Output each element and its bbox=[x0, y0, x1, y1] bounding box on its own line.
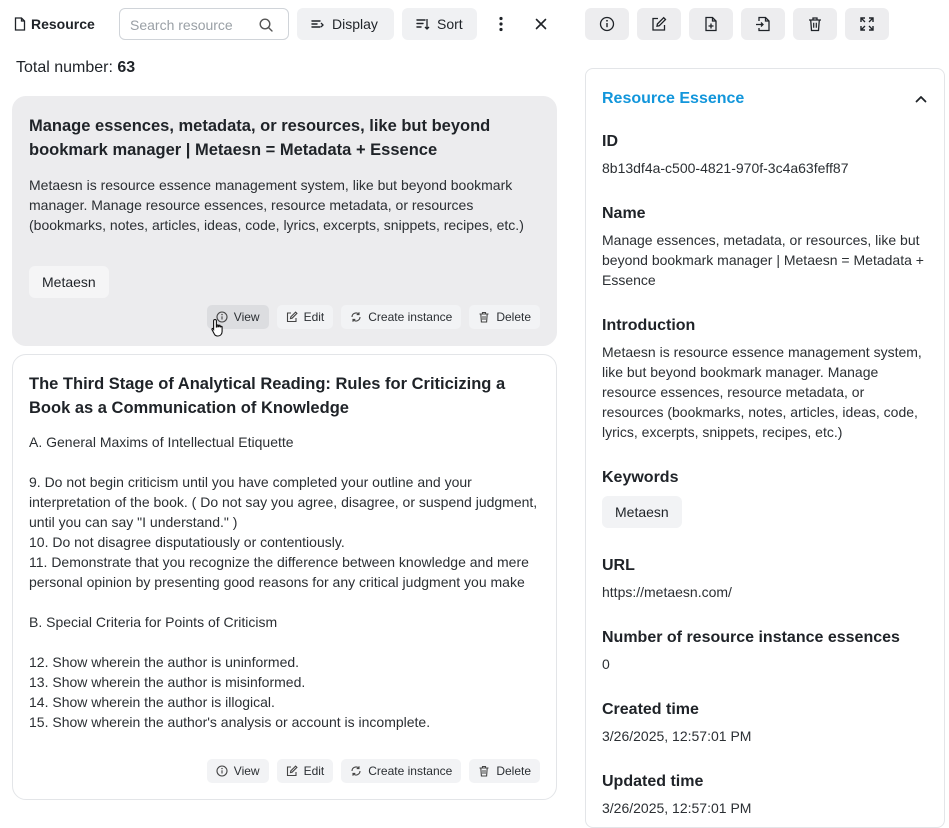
delete-resource-button[interactable] bbox=[793, 8, 837, 40]
chevron-up-icon[interactable] bbox=[914, 92, 928, 106]
file-add-icon bbox=[703, 16, 719, 32]
sort-button[interactable] bbox=[402, 8, 477, 40]
search-box[interactable] bbox=[119, 8, 289, 40]
edit-icon bbox=[651, 16, 667, 32]
field-instance-count bbox=[602, 628, 928, 674]
field-label: Keywords bbox=[602, 469, 679, 486]
refresh-icon bbox=[350, 765, 362, 777]
info-icon bbox=[599, 16, 615, 32]
url-link[interactable]: https://metaesn.com/ bbox=[602, 584, 732, 600]
file-import-icon bbox=[755, 16, 771, 32]
field-value: Manage essences, metadata, or resources, like but beyond bookmark manager | Metaesn = Metadata + Essence bbox=[602, 232, 924, 288]
field-value: 3/26/2025, 12:57:01 PM bbox=[602, 728, 752, 744]
close-button[interactable] bbox=[525, 8, 557, 40]
field-label: URL bbox=[602, 557, 635, 574]
create-instance-label: Create instance bbox=[368, 310, 453, 324]
file-icon bbox=[14, 17, 26, 31]
search-input[interactable] bbox=[130, 15, 255, 35]
sort-icon bbox=[416, 17, 430, 31]
refresh-icon bbox=[350, 311, 362, 323]
field-introduction bbox=[602, 316, 928, 442]
field-label: Number of resource instance essences bbox=[602, 629, 900, 646]
field-id bbox=[602, 132, 928, 178]
delete-label: Delete bbox=[496, 310, 531, 324]
add-file-button[interactable] bbox=[689, 8, 733, 40]
field-label: Created time bbox=[602, 701, 699, 718]
field-label: Name bbox=[602, 205, 646, 222]
edit-resource-button[interactable] bbox=[637, 8, 681, 40]
card-title: Manage essences, metadata, or resources, like but beyond bookmark manager | Metaesn = Metadata + Essence bbox=[29, 117, 491, 159]
resource-essence-panel bbox=[585, 68, 945, 828]
card-title: The Third Stage of Analytical Reading: Rules for Criticizing a Book as a Communication of Knowledge bbox=[29, 375, 506, 417]
more-options-button[interactable] bbox=[485, 8, 517, 40]
list-toolbar bbox=[0, 0, 570, 48]
delete-button[interactable] bbox=[469, 305, 540, 329]
card-introduction: A. General Maxims of Intellectual Etiquette 9. Do not begin criticism until you have completed your outline and your interpretation of the book. ( Do not say you agree, disagree, or suspend judgment, until you can say "I understand." ) 10. Do not disagree disputatiously or contentiously. 11. Demonstrate that you recognize the difference between knowledge and mere personal opinion by presenting good reasons for any critical judgment you make B. Special Criteria for Points of Criticism 12. Show wherein the author is uninformed. 13. Show wherein the author is misinformed. 14. Show wherein the author is illogical. 15. Show wherein the author's analysis or account is incomplete. bbox=[29, 434, 538, 730]
trash-icon bbox=[478, 311, 490, 323]
info-icon bbox=[216, 765, 228, 777]
panel-title: Resource Essence bbox=[602, 90, 745, 107]
edit-label: Edit bbox=[303, 310, 325, 324]
edit-icon bbox=[286, 311, 298, 323]
info-button[interactable] bbox=[585, 8, 629, 40]
edit-button[interactable] bbox=[277, 759, 334, 783]
resource-card[interactable] bbox=[12, 354, 557, 800]
edit-label: Edit bbox=[303, 764, 325, 778]
trash-icon bbox=[478, 765, 490, 777]
resource-card[interactable] bbox=[12, 96, 557, 346]
resource-title-label: Resource bbox=[31, 16, 95, 32]
panel-header[interactable] bbox=[602, 89, 928, 109]
field-value: 3/26/2025, 12:57:01 PM bbox=[602, 800, 752, 816]
total-value: 63 bbox=[117, 59, 136, 76]
keyword-tag[interactable]: Metaesn bbox=[602, 496, 682, 528]
field-keywords bbox=[602, 468, 928, 528]
fullscreen-button[interactable] bbox=[845, 8, 889, 40]
field-label: ID bbox=[602, 133, 618, 150]
field-label: Updated time bbox=[602, 773, 704, 790]
view-label: View bbox=[233, 310, 260, 324]
card-introduction: Metaesn is resource essence management system, like but beyond bookmark manager. Manage resource essences, resource metadata, or resources (bookmarks, notes, articles, ideas, code, lyrics, excerpts, snippets, recipes, etc.) bbox=[29, 177, 524, 233]
create-instance-button[interactable] bbox=[341, 305, 461, 329]
total-label: Total number: bbox=[16, 59, 113, 76]
field-url bbox=[602, 556, 928, 602]
field-created-time bbox=[602, 700, 928, 746]
field-value: Metaesn is resource essence management system, like but beyond bookmark manager. Manage resource essences, resource metadata, or resources (bookmarks, notes, articles, ideas, code, lyrics, excerpts, snippets, recipes, etc.) bbox=[602, 344, 922, 440]
sort-label: Sort bbox=[437, 16, 463, 32]
expand-icon bbox=[859, 16, 875, 32]
edit-icon bbox=[286, 765, 298, 777]
create-instance-button[interactable] bbox=[341, 759, 461, 783]
delete-button[interactable] bbox=[469, 759, 540, 783]
import-file-button[interactable] bbox=[741, 8, 785, 40]
close-icon bbox=[535, 18, 547, 30]
trash-icon bbox=[807, 16, 823, 32]
field-label: Introduction bbox=[602, 317, 696, 334]
display-label: Display bbox=[332, 16, 378, 32]
display-icon bbox=[311, 17, 325, 31]
view-button[interactable] bbox=[207, 759, 269, 783]
edit-button[interactable] bbox=[277, 305, 334, 329]
keyword-tag[interactable]: Metaesn bbox=[29, 266, 109, 298]
display-button[interactable] bbox=[297, 8, 394, 40]
view-label: View bbox=[233, 764, 260, 778]
create-instance-label: Create instance bbox=[368, 764, 453, 778]
card-actions bbox=[207, 305, 540, 329]
resource-title bbox=[14, 16, 95, 32]
more-vertical-icon bbox=[499, 16, 503, 32]
search-icon[interactable] bbox=[258, 17, 274, 33]
delete-label: Delete bbox=[496, 764, 531, 778]
field-value: 0 bbox=[602, 656, 610, 672]
field-updated-time bbox=[602, 772, 928, 818]
card-actions bbox=[207, 759, 540, 783]
hand-cursor-icon bbox=[210, 318, 226, 338]
field-name bbox=[602, 204, 928, 290]
total-count bbox=[16, 59, 135, 77]
field-value: 8b13df4a-c500-4821-970f-3c4a63feff87 bbox=[602, 160, 849, 176]
